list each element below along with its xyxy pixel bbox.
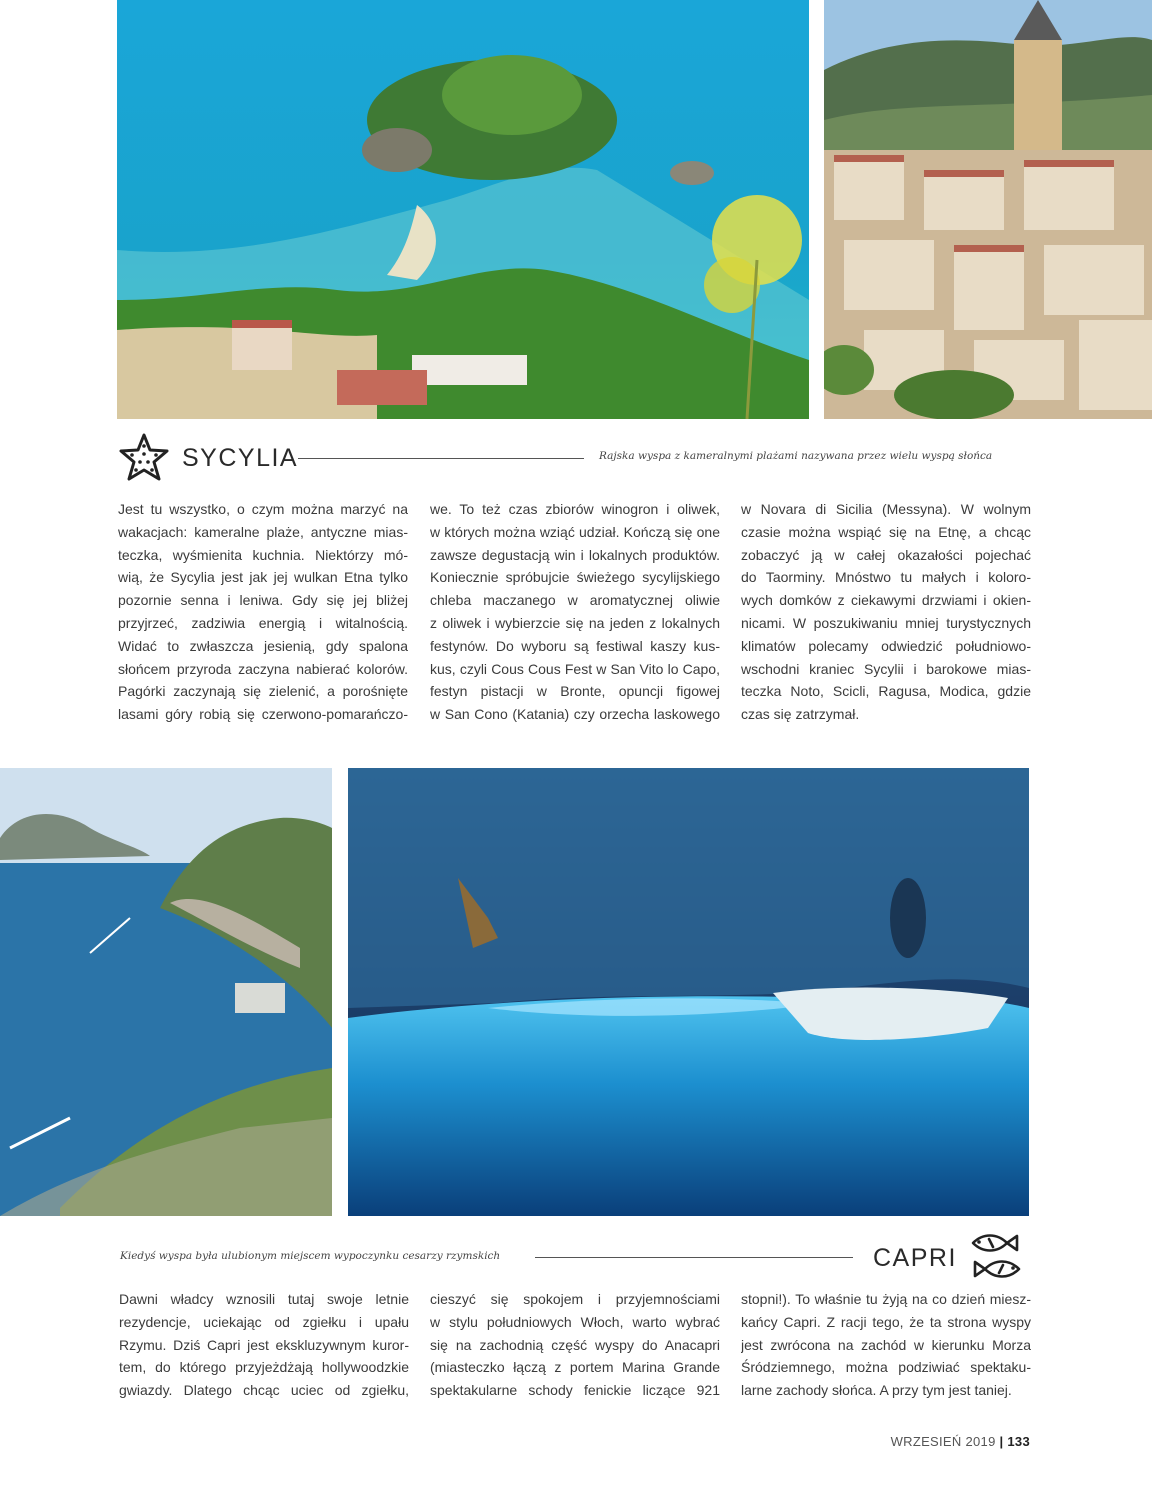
text-line: się na zachodnią część wyspy do Anacapri xyxy=(430,1336,720,1353)
text-line: Jest tu wszystko, o czym można marzyć na xyxy=(118,501,408,517)
footer-separator: | xyxy=(999,1434,1004,1449)
text-line: Koniecznie spróbujcie świeżego sycylijskiego xyxy=(430,569,720,586)
text-line: larne zachody słońca. A przy tym jest taniej. xyxy=(741,1382,1012,1399)
photo-capri-coast xyxy=(0,768,332,1216)
text-line: we. To też czas zbiorów winogron i oliwek, xyxy=(430,501,720,517)
text-line: Śródziemnego, można podziwiać spektaku- xyxy=(741,1359,1031,1376)
text-line: w stylu południowych Włoch, warto wybrać xyxy=(430,1313,720,1330)
text-line: spektakularne schody fenickie liczące 921 xyxy=(430,1382,720,1399)
text-line: przyjrzeć, zadziwia energią i witalnością. xyxy=(118,614,408,631)
text-line: Dawni władcy wznosili tutaj swoje letnie xyxy=(119,1291,409,1307)
photo-blue-grotto xyxy=(348,768,1029,1216)
text-line: wych domków z ciekawymi drzwiami i okien- xyxy=(741,592,1031,609)
capri-title: CAPRI xyxy=(873,1243,957,1272)
text-line: kus, czyli Cous Cous Fest w San Vito lo Capo, xyxy=(430,660,720,677)
text-line: zobaczyć ją w całej okazałości pojechać xyxy=(741,546,1031,563)
text-line: w których można wziąć udział. Kończą się one xyxy=(430,523,720,540)
text-line: Rzymu. Dziś Capri jest ekskluzywnym kuror- xyxy=(119,1336,409,1353)
text-line: wią, że Sycylia jest jak jej wulkan Etna tylko xyxy=(118,569,408,586)
text-line: wschodni kraniec Sycylii i barokowe mias- xyxy=(741,660,1031,677)
text-line: tem, do którego przyjeżdżają hollywoodzkie xyxy=(119,1359,409,1376)
sicily-column-2 xyxy=(430,498,720,726)
text-line: do Taorminy. Mnóstwo tu małych i koloro- xyxy=(741,569,1031,586)
text-line: teczka, wyśmienita kuchnia. Niektórzy mó- xyxy=(118,546,408,563)
text-line: rezydencje, uciekając od zgiełku i upału xyxy=(119,1313,409,1330)
page-number: 133 xyxy=(1007,1434,1030,1449)
sicily-heading xyxy=(118,432,298,484)
text-line: festynów. Do wyboru są festiwal kaszy kus- xyxy=(430,637,720,654)
text-line: wakacjach: kameralne plaże, antyczne mias- xyxy=(118,523,408,540)
capri-divider xyxy=(535,1257,853,1258)
capri-column-2 xyxy=(430,1288,720,1402)
text-line: Pagórki zaczynają się zielenić, a porośnięte xyxy=(118,683,408,700)
text-line: klimatów polecamy odwiedzić południowo- xyxy=(741,637,1031,654)
text-line: słońcem przyroda zaczyna nabierać kolorów. xyxy=(118,660,408,677)
text-line: zawsze degustacją win i lokalnych produktów. xyxy=(430,546,720,563)
text-line: Widać to zwłaszcza jesienią, gdy spalona xyxy=(118,637,408,654)
starfish-icon xyxy=(118,432,170,484)
text-line: (miasteczko łączą z portem Marina Grande xyxy=(430,1359,720,1376)
capri-column-3 xyxy=(741,1288,1031,1402)
text-line: jest zwrócona na zachód w kierunku Morza xyxy=(741,1336,1031,1353)
capri-heading xyxy=(873,1233,1023,1283)
text-line: gwiazdy. Dlatego chcąc uciec od zgiełku, xyxy=(119,1382,409,1399)
text-line: festyn pistacji w Bronte, opuncji figowej xyxy=(430,683,720,700)
text-line: z oliwek i wybierzcie się na jeden z lokalnych xyxy=(430,614,720,631)
text-line: lasami góry robią się czerwono-pomarańczo- xyxy=(118,706,408,723)
text-line: nicami. W poszukiwaniu mniej turystycznych xyxy=(741,614,1031,631)
text-line: czasie można wspiąć się na Etnę, a chcąc xyxy=(741,523,1031,540)
issue-date: WRZESIEŃ 2019 xyxy=(890,1434,996,1449)
fish-icon xyxy=(969,1233,1023,1283)
text-line: w Novara di Sicilia (Messyna). W wolnym xyxy=(741,501,1031,517)
text-line: w San Cono (Katania) czy orzecha laskowego xyxy=(430,706,720,723)
photo-sicilian-town xyxy=(824,0,1152,419)
capri-column-1 xyxy=(119,1288,409,1402)
text-line: cieszyć się spokojem i przyjemnościami xyxy=(430,1291,720,1307)
text-line: kańcy Capri. Z racji tego, że ta strona wyspy xyxy=(741,1313,1031,1330)
text-line: pozornie senna i leniwa. Gdy się jej bliżej xyxy=(118,592,408,609)
text-line: stopni!). To właśnie tu żyją na co dzień miesz- xyxy=(741,1291,1031,1307)
capri-tagline: Kiedyś wyspa była ulubionym miejscem wypoczynku cesarzy rzymskich xyxy=(120,1250,501,1262)
text-line: teczka Noto, Scicli, Ragusa, Modica, gdzie xyxy=(741,683,1031,700)
text-line: chleba maczanego w aromatycznej oliwie xyxy=(430,592,720,609)
page-footer xyxy=(891,1434,1030,1449)
text-line: czas się zatrzymał. xyxy=(741,706,860,723)
sicily-column-1 xyxy=(118,498,408,726)
sicily-title: SYCYLIA xyxy=(182,443,299,472)
sicily-divider xyxy=(298,458,584,459)
photo-isola-bella xyxy=(117,0,809,419)
sicily-tagline: Rajska wyspa z kameralnymi plażami nazywana przez wielu wyspą słońca xyxy=(599,450,993,462)
sicily-column-3 xyxy=(741,498,1031,726)
